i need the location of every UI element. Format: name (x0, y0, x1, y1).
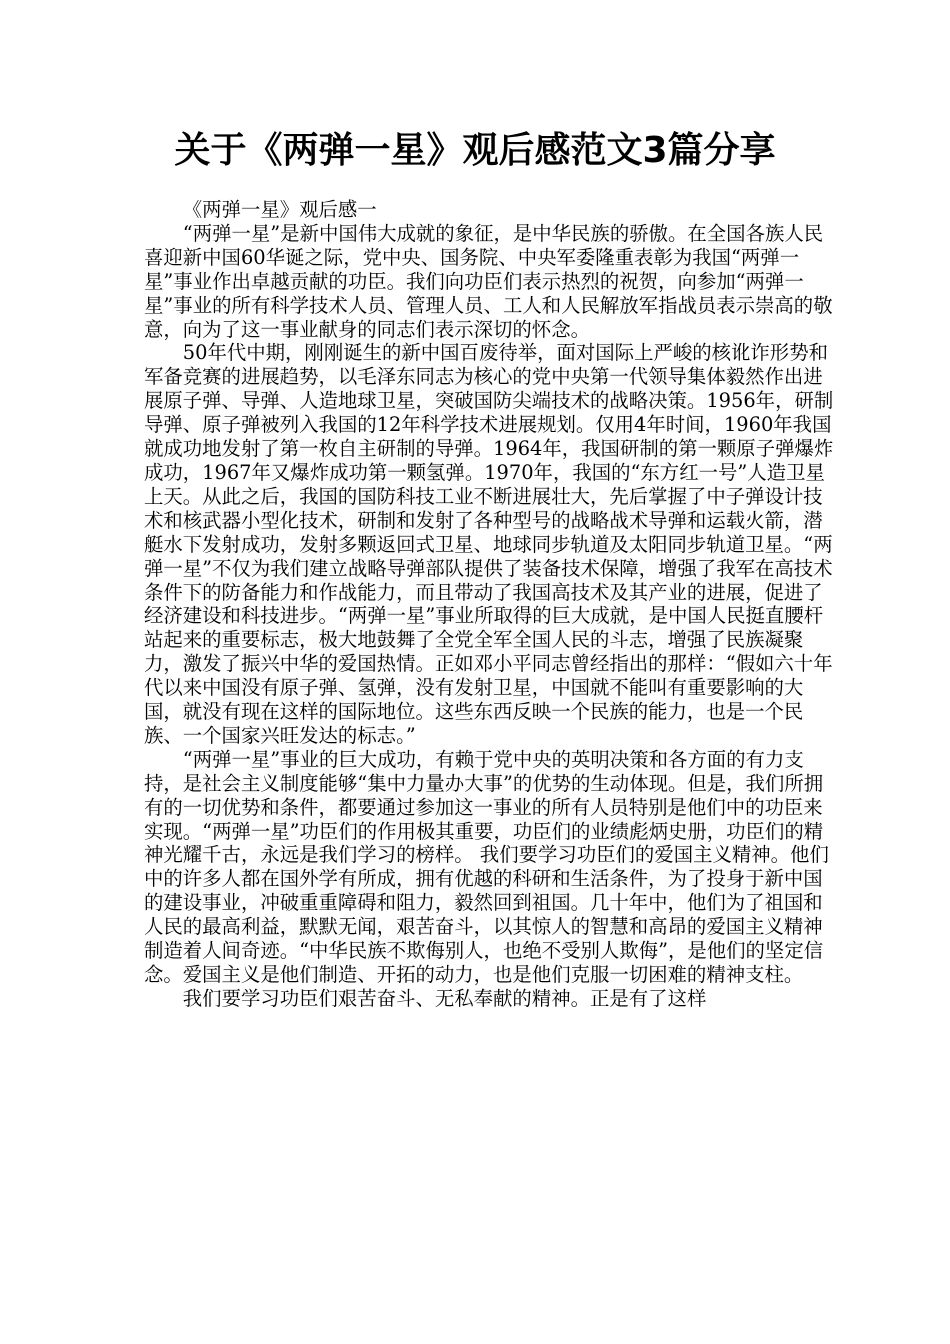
paragraph-2: 50年代中期，刚刚诞生的新中国百废待举，面对国际上严峻的核讹诈形势和军备竞赛的进展趋势，以毛泽东同志为核心的党中央第一代领导集体毅然作出进展原子弹、导弹、人造地球卫星，突破国防尖端技术的战略决策。1956年，研制导弹、原子弹被列入我国的12年科学技术进展规划。仅用4年时间，1960年我国就成功地发射了第一枚自主研制的导弹。1964年，我国研制的第一颗原子弹爆炸成功，1967年又爆炸成功第一颗氢弹。1970年，我国的“东方红一号”人造卫星上天。从此之后，我国的国防科技工业不断进展壮大，先后掌握了中子弹设计技术和核武器小型化技术，研制和发射了各种型号的战略战术导弹和运载火箭，潜艇水下发射成功，发射多颗返回式卫星、地球同步轨道及太阳同步轨道卫星。“两弹一星”不仅为我们建立战略导弹部队提供了装备技术保障，增强了我军在高技术条件下的防备能力和作战能力，而且带动了我国高技术及其产业的进展，促进了经济建设和科技进步。“两弹一星”事业所取得的巨大成就，是中国人民挺直腰杆站起来的重要标志，极大地鼓舞了全党全军全国人民的斗志，增强了民族凝聚力，激发了振兴中华的爱国热情。正如邓小平同志曾经指出的那样：“假如六十年代以来中国没有原子弹、氢弹，没有发射卫星，中国就不能叫有重要影响的大国，就没有现在这样的国际地位。这些东西反映一个民族的能力，也是一个民族、一个国家兴旺发达的标志。” (144, 341, 834, 747)
paragraph-4: 我们要学习功臣们艰苦奋斗、无私奉献的精神。正是有了这样 (182, 986, 707, 1010)
document-title: 关于《两弹一星》观后感范文3篇分享 (174, 130, 776, 171)
paragraph-3: “两弹一星”事业的巨大成功，有赖于党中央的英明决策和各方面的有力支持，是社会主义制度能够“集中力量办大事”的优势的生动体现。但是，我们所拥有的一切优势和条件，都要通过参加这一事业的所有人员特别是他们中的功臣来实现。“两弹一星”功臣们的作用极其重要，功臣们的业绩彪炳史册，功臣们的精神光耀千古，永远是我们学习的榜样。 我们要学习功臣们的爱国主义精神。他们中的许多人都在国外学有所成，拥有优越的科研和生活条件，为了投身于新中国的建设事业，冲破重重障碍和阻力，毅然回到祖国。几十年中，他们为了祖国和人民的最高利益，默默无闻，艰苦奋斗，以其惊人的智慧和高昂的爱国主义精神制造着人间奇迹。“中华民族不欺侮别人，也绝不受别人欺侮”，是他们的坚定信念。爱国主义是他们制造、开拓的动力，也是他们克服一切困难的精神支柱。 (144, 747, 829, 986)
paragraph-1: “两弹一星”是新中国伟大成就的象征，是中华民族的骄傲。在全国各族人民喜迎新中国60华诞之际，党中央、国务院、中央军委隆重表彰为我国“两弹一星”事业作出卓越贡献的功臣。我们向功臣们表示热烈的祝贺，向参加“两弹一星”事业的所有科学技术人员、管理人员、工人和人民解放军指战员表示崇高的敬意，向为了这一事业献身的同志们表示深切的怀念。 (144, 221, 833, 341)
document-body (144, 198, 834, 1011)
section-subheading: 《两弹一星》观后感一 (182, 198, 377, 221)
